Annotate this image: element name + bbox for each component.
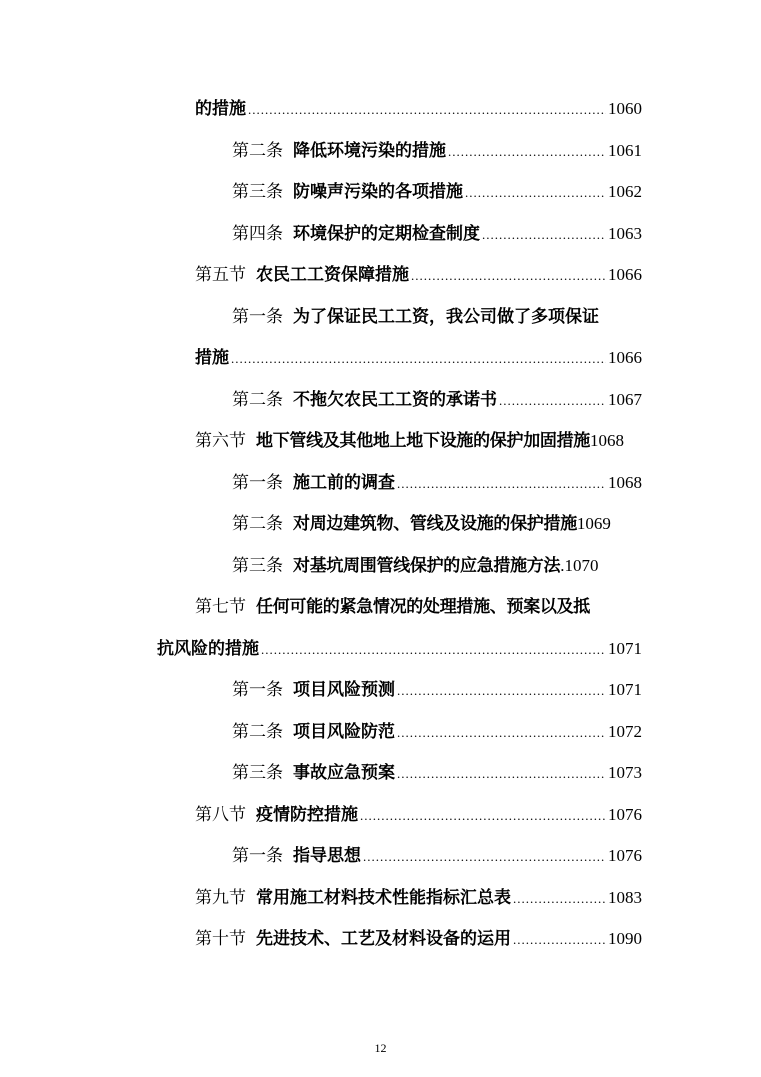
- toc-entry-prefix: 第一条: [232, 307, 283, 327]
- toc-leader-dots: [261, 639, 606, 661]
- toc-leader-dots: [448, 141, 606, 163]
- toc-entry-title: 抗风险的措施: [157, 639, 259, 659]
- toc-entry[interactable]: [195, 804, 642, 827]
- toc-entry-page: 1073: [608, 763, 642, 782]
- toc-entry[interactable]: [232, 140, 642, 163]
- toc-entry-title: 的措施: [195, 99, 246, 119]
- toc-entry[interactable]: [232, 513, 611, 535]
- toc-entry[interactable]: [195, 430, 624, 452]
- toc-entry-prefix: 第一条: [232, 680, 283, 700]
- toc-entry[interactable]: [195, 887, 642, 910]
- toc-entry[interactable]: [157, 638, 642, 661]
- toc-entry-prefix: 第八节: [195, 805, 246, 825]
- toc-entry-page: 1066: [608, 348, 642, 367]
- toc-entry-title: 项目风险防范: [293, 722, 395, 742]
- toc-entry-prefix: 第二条: [232, 141, 283, 161]
- toc-leader-dots: [465, 182, 606, 204]
- toc-leader-dots: [513, 888, 606, 910]
- toc-entry[interactable]: [195, 264, 642, 287]
- toc-entry-prefix: 第六节: [195, 431, 246, 451]
- toc-entry-page: 1076: [608, 846, 642, 865]
- toc-entry-page: 1069: [576, 514, 611, 533]
- toc-entry-page: 1068: [590, 431, 624, 450]
- toc-entry-page: 1067: [608, 390, 642, 409]
- toc-entry-page: 1090: [608, 929, 642, 948]
- toc-entry-page: 1070: [564, 556, 599, 575]
- toc-leader-dots: [397, 722, 606, 744]
- toc-entry[interactable]: [195, 596, 590, 618]
- toc-entry[interactable]: [232, 389, 642, 412]
- toc-entry-title: 农民工工资保障措施: [256, 265, 409, 285]
- toc-entry-title: 为了保证民工工资，我公司做了多项保证: [293, 307, 599, 327]
- toc-entry[interactable]: [232, 555, 598, 577]
- toc-entry[interactable]: [195, 98, 642, 121]
- toc-entry-prefix: 第一条: [232, 846, 283, 866]
- toc-entry-title: 常用施工材料技术性能指标汇总表: [256, 888, 511, 908]
- toc-leader-dots: [499, 390, 606, 412]
- toc-entry-page: 1071: [608, 639, 642, 658]
- toc-entry[interactable]: [232, 306, 599, 328]
- toc-entry[interactable]: [232, 845, 642, 868]
- toc-entry-title: 施工前的调查: [293, 473, 395, 493]
- toc-entry-title: 疫情防控措施: [256, 805, 358, 825]
- toc-entry[interactable]: [232, 679, 642, 702]
- toc-entry-prefix: 第三条: [232, 763, 283, 783]
- page-number: 12: [374, 1041, 387, 1055]
- toc-entry-prefix: 第四条: [232, 224, 283, 244]
- toc-entry-prefix: 第五节: [195, 265, 246, 285]
- toc-leader-dots: [513, 929, 606, 951]
- toc-entry-page: 1083: [608, 888, 642, 907]
- toc-entry-title: 指导思想: [293, 846, 361, 866]
- toc-leader-dots: [397, 763, 606, 785]
- toc-entry-title: 事故应急预案: [293, 763, 395, 783]
- toc-entry-prefix: 第二条: [232, 390, 283, 410]
- toc-entry-prefix: 第七节: [195, 597, 246, 617]
- toc-leader-dots: [411, 265, 606, 287]
- toc-entry[interactable]: [232, 762, 642, 785]
- toc-entry-title: 先进技术、工艺及材料设备的运用: [256, 929, 511, 949]
- toc-entry-page: 1060: [608, 99, 642, 118]
- toc-entry-prefix: 第二条: [232, 514, 283, 534]
- toc-entry-page: 1072: [608, 722, 642, 741]
- toc-entry-prefix: 第二条: [232, 722, 283, 742]
- toc-entry-title: 对基坑周围管线保护的应急措施方法: [293, 556, 561, 576]
- toc-entry-page: 1071: [608, 680, 642, 699]
- toc-entry-page: 1062: [608, 182, 642, 201]
- toc-entry-title: 对周边建筑物、管线及设施的保护措施: [293, 514, 577, 534]
- toc-entry-title: 环境保护的定期检查制度: [293, 224, 480, 244]
- toc-entry[interactable]: [232, 223, 642, 246]
- toc-entry[interactable]: [232, 181, 642, 204]
- toc-entry[interactable]: [195, 347, 642, 370]
- toc-leader-dots: [363, 846, 606, 868]
- toc-leader-dots: [397, 680, 606, 702]
- toc-entry-prefix: 第九节: [195, 888, 246, 908]
- toc-entry-title: 任何可能的紧急情况的处理措施、预案以及抵: [256, 597, 590, 617]
- toc-leader-dots: [482, 224, 606, 246]
- toc-leader-dots: [397, 473, 606, 495]
- toc-entry-page: 1061: [608, 141, 642, 160]
- toc-entry-page: 1076: [608, 805, 642, 824]
- toc-entry-title: 防噪声污染的各项措施: [293, 182, 463, 202]
- toc-entry-title: 措施: [195, 348, 229, 368]
- toc-entry-leader: .: [560, 556, 565, 575]
- toc-entry[interactable]: [232, 472, 642, 495]
- toc-entry-title: 不拖欠农民工工资的承诺书: [293, 390, 497, 410]
- toc-leader-dots: [360, 805, 606, 827]
- toc-entry-prefix: 第三条: [232, 182, 283, 202]
- toc-entry-page: 1063: [608, 224, 642, 243]
- toc-entry-prefix: 第十节: [195, 929, 246, 949]
- toc-entry-prefix: 第一条: [232, 473, 283, 493]
- toc-entry[interactable]: [232, 721, 642, 744]
- toc-leader-dots: [231, 348, 606, 370]
- toc-entry-title: 项目风险预测: [293, 680, 395, 700]
- toc-entry-prefix: 第三条: [232, 556, 283, 576]
- toc-entry-page: 1066: [608, 265, 642, 284]
- toc-entry-title: 地下管线及其他地上地下设施的保护加固措施: [256, 431, 590, 451]
- toc-leader-dots: [248, 99, 606, 121]
- toc-entry[interactable]: [195, 928, 642, 951]
- toc-entry-page: 1068: [608, 473, 642, 492]
- toc-entry-title: 降低环境污染的措施: [293, 141, 446, 161]
